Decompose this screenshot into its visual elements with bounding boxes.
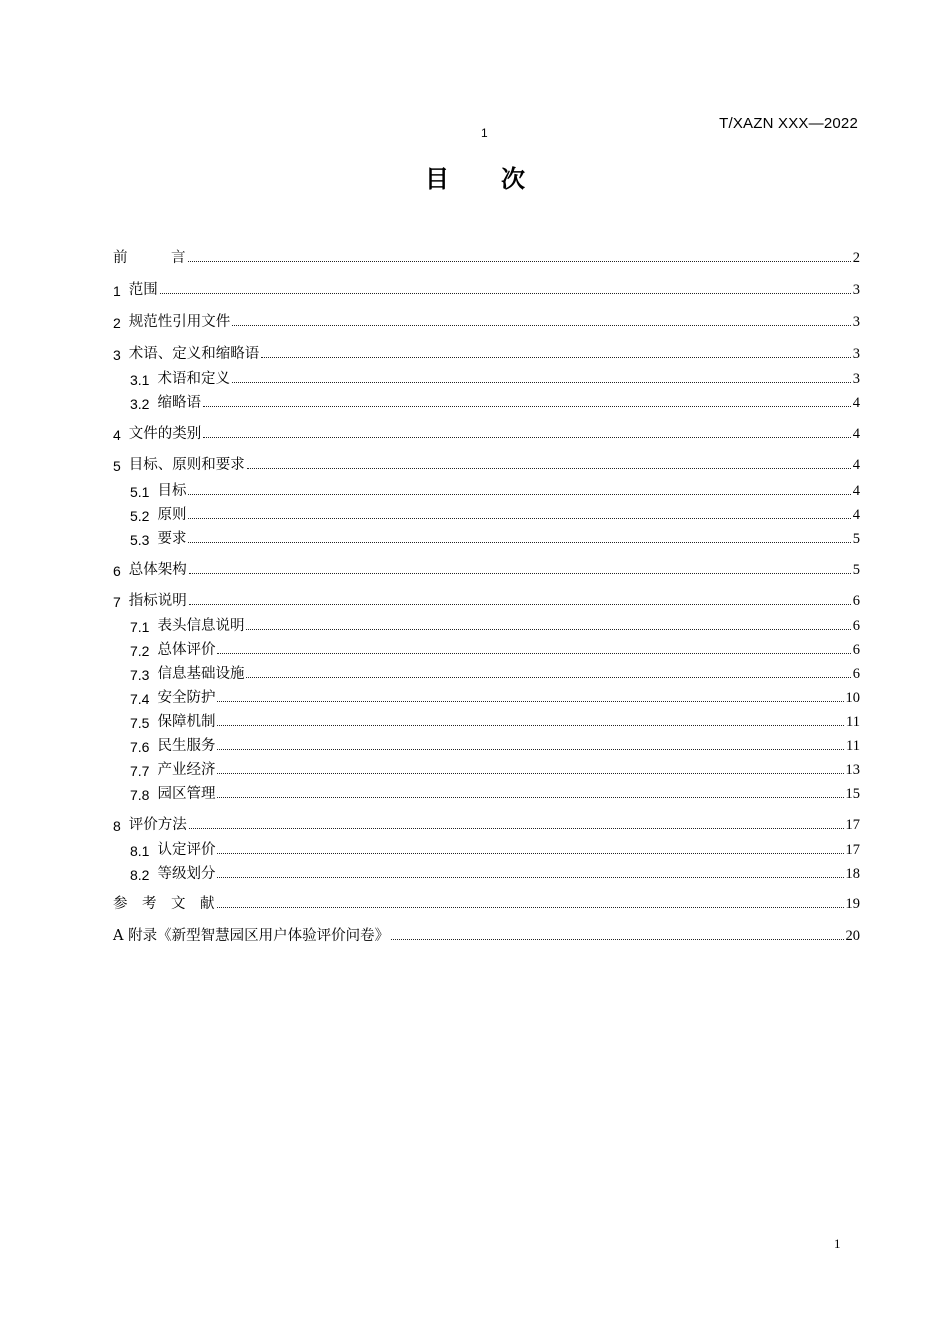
toc-entry-page: 19 [845,896,860,912]
toc-entry-page: 4 [852,426,860,442]
toc-entry[interactable] [130,661,860,683]
toc-entry-label: 表头信息说明 [157,618,245,634]
toc-entry-label: 目标、原则和要求 [128,457,245,473]
toc-entry-page: 3 [852,282,860,298]
toc-entry[interactable] [130,478,860,500]
toc-entry[interactable] [113,245,860,267]
toc-entry-number: 3.2 [130,396,150,412]
toc-entry[interactable] [113,309,860,331]
toc-entry-page: 6 [852,618,860,634]
toc-entry-page: 18 [845,866,860,882]
toc-entry-number: 7 [113,594,121,610]
toc-entry-label: 总体架构 [128,562,187,578]
toc-entry-number: 7.2 [130,643,150,659]
toc-leader-dots [203,406,851,407]
toc-entry-number: 7.6 [130,739,150,755]
toc-entry-number: 3.1 [130,372,150,388]
toc-leader-dots [246,629,850,630]
toc-leader-dots [188,494,850,495]
toc-entry[interactable] [113,421,860,443]
toc-entry-label: 范围 [128,282,158,298]
toc-entry-number: 8.1 [130,843,150,859]
toc-entry-page: 2 [852,250,860,266]
toc-entry[interactable] [113,812,860,834]
toc-entry-label: 缩略语 [157,395,201,411]
toc-leader-dots [217,749,844,750]
toc-entry-number: 1 [113,283,121,299]
toc-entry-number: 4 [113,427,121,443]
toc-entry[interactable] [130,637,860,659]
toc-entry-label: A 附录《新型智慧园区用户体验评价问卷》 [113,928,390,944]
toc-entry-label: 目标 [157,483,187,499]
toc-entry-label: 民生服务 [157,738,216,754]
toc-entry-number: 5.1 [130,484,150,500]
toc-leader-dots [189,573,851,574]
toc-leader-dots [217,797,843,798]
toc-entry-page: 13 [845,762,860,778]
toc-entry[interactable] [113,341,860,363]
toc-entry-page: 4 [852,483,860,499]
toc-leader-dots [391,939,843,940]
toc-leader-dots [188,542,850,543]
toc-leader-dots [203,437,850,438]
document-code: T/XAZN XXX—2022 [719,115,858,132]
toc-leader-dots [217,773,843,774]
toc-entry-label: 保障机制 [157,714,216,730]
header-page-number: 1 [481,126,488,140]
toc-entry-page: 17 [845,817,860,833]
toc-leader-dots [189,828,844,829]
toc-leader-dots [246,677,850,678]
toc-entry-label: 信息基础设施 [157,666,245,682]
toc-entry[interactable] [113,588,860,610]
toc-entry[interactable] [130,613,860,635]
toc-entry-number: 8 [113,818,121,834]
toc-leader-dots [217,725,844,726]
toc-title-part1: 目 [425,165,449,193]
toc-entry[interactable] [130,781,860,803]
toc-entry-label: 术语和定义 [157,371,230,387]
toc-entry-page: 6 [852,666,860,682]
toc-leader-dots [217,853,843,854]
toc-entry-page: 6 [852,593,860,609]
toc-entry-page: 3 [852,314,860,330]
toc-entry[interactable] [130,685,860,707]
toc-entry-number: 5 [113,458,121,474]
toc-entry-number: 5.2 [130,508,150,524]
toc-entry-page: 4 [852,507,860,523]
toc-entry-page: 20 [845,928,860,944]
toc-entry-label: 指标说明 [128,593,187,609]
toc-leader-dots [217,701,843,702]
toc-leader-dots [189,604,851,605]
toc-entry-label: 原则 [157,507,187,523]
toc-entry-number: 7.3 [130,667,150,683]
toc-leader-dots [217,877,843,878]
toc-entry[interactable] [130,837,860,859]
toc-leader-dots [247,468,851,469]
toc-entry[interactable] [113,891,860,913]
toc-entry-label: 规范性引用文件 [128,314,231,330]
toc-entry[interactable] [130,390,860,412]
toc-entry-number: 6 [113,563,121,579]
toc-leader-dots [261,357,850,358]
toc-entry-number: 2 [113,315,121,331]
toc-entry-page: 4 [852,395,860,411]
toc-entry-label: 等级划分 [157,866,216,882]
toc-entry[interactable] [113,452,860,474]
toc-entry-page: 15 [845,786,860,802]
toc-entry-page: 3 [852,346,860,362]
toc-entry-number: 8.2 [130,867,150,883]
toc-entry-page: 3 [852,371,860,387]
toc-entry-page: 17 [845,842,860,858]
toc-entry[interactable] [113,557,860,579]
toc-entry-number: 7.5 [130,715,150,731]
toc-entry-label: 产业经济 [157,762,216,778]
toc-entry-page: 4 [852,457,860,473]
toc-entry-page: 5 [852,531,860,547]
toc-leader-dots [232,325,850,326]
toc-entry-number: 3 [113,347,121,363]
toc-entry-label: 前 言 [113,250,186,266]
toc-leader-dots [232,382,851,383]
toc-entry-label: 认定评价 [157,842,216,858]
toc-entry-page: 11 [846,714,860,730]
toc-entry[interactable] [130,526,860,548]
toc-entry-number: 7.7 [130,763,150,779]
toc-entry-page: 5 [852,562,860,578]
toc-entry[interactable] [113,923,860,945]
toc-entry-page: 6 [852,642,860,658]
toc-entry[interactable] [130,709,860,731]
toc-entry-number: 7.8 [130,787,150,803]
toc-entry-label: 参 考 文 献 [113,896,215,912]
toc-leader-dots [217,653,850,654]
toc-entry-page: 11 [846,738,860,754]
toc-entry[interactable] [113,277,860,299]
toc-entry-number: 5.3 [130,532,150,548]
footer-page-number: 1 [834,1236,841,1251]
toc-entry-label: 要求 [157,531,187,547]
toc-entry[interactable] [130,502,860,524]
toc-leader-dots [217,907,844,908]
toc-entry-number: 7.4 [130,691,150,707]
toc-leader-dots [188,518,850,519]
toc-entry-label: 安全防护 [157,690,216,706]
toc-entry-label: 园区管理 [157,786,216,802]
toc-entry[interactable] [130,757,860,779]
toc-entry-label: 评价方法 [128,817,187,833]
toc-leader-dots [160,293,851,294]
toc-entry-number: 7.1 [130,619,150,635]
toc-entry[interactable] [130,733,860,755]
toc-title [0,159,950,194]
toc-leader-dots [188,261,851,262]
toc-entry[interactable] [130,366,860,388]
toc-entry-label: 总体评价 [157,642,216,658]
toc-entry-label: 文件的类别 [128,426,202,442]
toc-entry[interactable] [130,861,860,883]
toc-title-part2: 次 [501,165,525,193]
toc-entry-label: 术语、定义和缩略语 [128,346,260,362]
toc-entry-page: 10 [845,690,860,706]
